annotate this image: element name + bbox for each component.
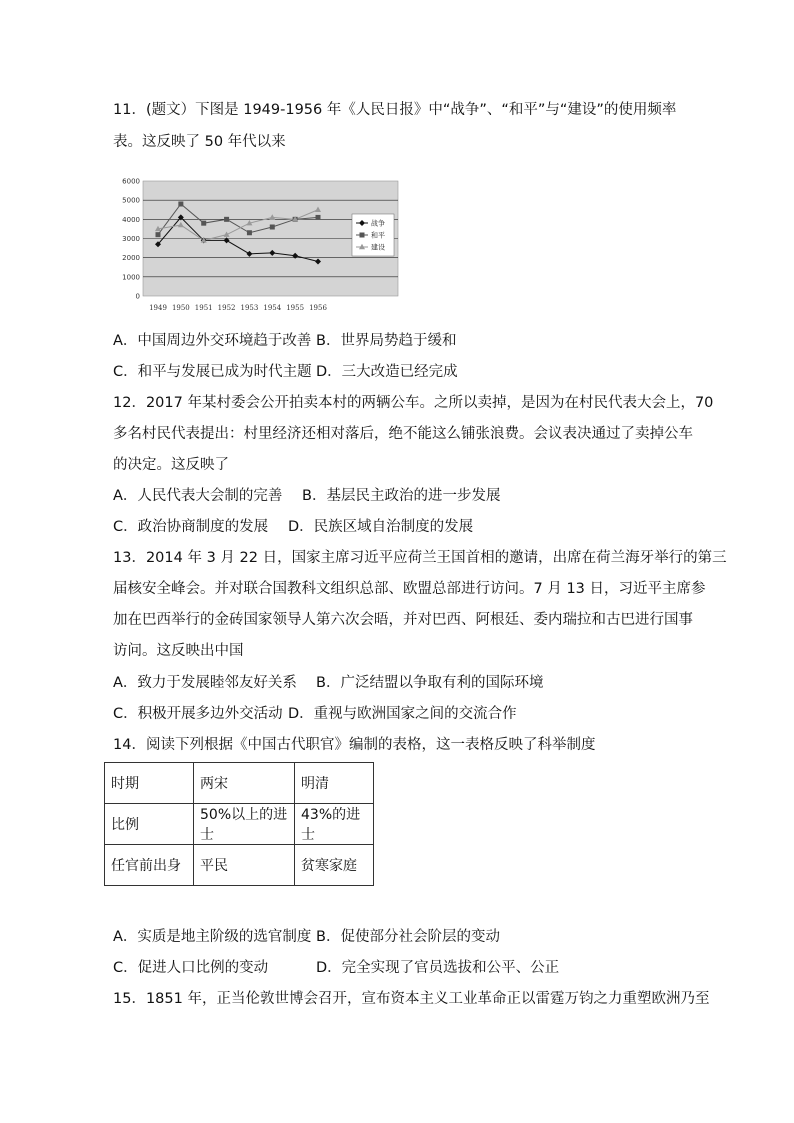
table-row (105, 763, 374, 804)
q14-option-d[interactable]: D．完全实现了官员选拔和公平、公正 (316, 960, 560, 976)
exam-table (104, 762, 374, 886)
table-cell: 任官前出身 (105, 845, 194, 886)
y-tick-labels (122, 178, 140, 301)
y-tick-label: 0 (135, 292, 140, 301)
q14-stem-line1: 14．阅读下列根据《中国古代职官》编制的表格，这一表格反映了科举制度 (113, 737, 596, 753)
table-cell: 明清 (295, 763, 374, 804)
table-cell: 平民 (194, 845, 295, 886)
q13-stem-line4: 访问。这反映出中国 (113, 643, 244, 659)
x-tick-label: 1955 (286, 304, 305, 312)
x-tick-labels (149, 304, 327, 312)
legend-label: 战争 (371, 219, 385, 228)
data-point (224, 217, 229, 222)
table-cell: 贫寒家庭 (295, 845, 374, 886)
q14-option-b[interactable]: B．促使部分社会阶层的变动 (316, 929, 500, 945)
legend-label: 和平 (371, 231, 385, 240)
data-point (247, 230, 252, 235)
q11-option-c[interactable]: C．和平与发展已成为时代主题 (113, 364, 312, 380)
frequency-line-chart (115, 174, 405, 314)
q13-option-c[interactable]: C．积极开展多边外交活动 (113, 706, 283, 722)
data-point (316, 215, 321, 220)
q11-option-d[interactable]: D．三大改造已经完成 (316, 364, 458, 380)
y-tick-label: 6000 (122, 177, 140, 186)
q11-option-a[interactable]: A．中国周边外交环境趋于改善 (113, 333, 312, 349)
table-row (105, 845, 374, 886)
q12-option-a[interactable]: A．人民代表大会制的完善 (113, 488, 283, 504)
q13-stem-line1: 13．2014 年 3 月 22 日，国家主席习近平应荷兰王国首相的邀请，出席在荷兰海牙举行的第三 (113, 550, 727, 566)
legend (352, 214, 394, 256)
y-tick-label: 1000 (122, 273, 140, 282)
q12-stem-line3: 的决定。这反映了 (113, 457, 229, 473)
q13-option-a[interactable]: A．致力于发展睦邻友好关系 (113, 675, 297, 691)
y-tick-label: 2000 (122, 254, 140, 263)
x-tick-label: 1950 (171, 304, 190, 312)
q14-option-a[interactable]: A．实质是地主阶级的选官制度 (113, 929, 312, 945)
data-point (360, 233, 365, 238)
x-tick-label: 1954 (263, 304, 282, 312)
legend-label: 建设 (371, 243, 385, 252)
x-tick-label: 1953 (240, 304, 259, 312)
q11-stem-line2: 表。这反映了 50 年代以来 (113, 134, 286, 150)
y-tick-label: 3000 (122, 235, 140, 243)
table-row (105, 804, 374, 845)
y-tick-label: 4000 (122, 215, 140, 224)
x-tick-label: 1952 (217, 304, 236, 312)
q15-stem-line1: 15．1851 年，正当伦敦世博会召开，宣布资本主义工业革命正以雷霆万钧之力重塑欧洲乃至 (113, 991, 710, 1007)
q13-option-d[interactable]: D．重视与欧洲国家之间的交流合作 (288, 706, 517, 722)
table-cell: 比例 (105, 804, 194, 845)
q12-stem-line1: 12．2017 年某村委会公开拍卖本村的两辆公车。之所以卖掉，是因为在村民代表大会上，70 (113, 395, 714, 411)
q12-option-c[interactable]: C．政治协商制度的发展 (113, 519, 269, 535)
q13-stem-line2: 届核安全峰会。并对联合国教科文组织总部、欧盟总部进行访问。7 月 13 日，习近平主席参 (113, 581, 706, 597)
x-tick-label: 1951 (194, 304, 213, 312)
table-cell: 两宋 (194, 763, 295, 804)
data-point (201, 221, 206, 226)
q12-option-d[interactable]: D．民族区域自治制度的发展 (288, 519, 474, 535)
q14-option-c[interactable]: C．促进人口比例的变动 (113, 960, 269, 976)
data-point (270, 225, 275, 230)
q12-stem-line2: 多名村民代表提出：村里经济还相对落后，绝不能这么铺张浪费。会议表决通过了卖掉公车 (113, 426, 693, 442)
q11-option-b[interactable]: B．世界局势趋于缓和 (316, 333, 457, 349)
x-tick-label: 1956 (309, 304, 327, 312)
q13-option-b[interactable]: B．广泛结盟以争取有利的国际环境 (316, 675, 544, 691)
q12-option-b[interactable]: B．基层民主政治的进一步发展 (302, 488, 501, 504)
table-cell: 50%以上的进士 (194, 804, 295, 845)
table-cell: 43%的进士 (295, 804, 374, 845)
data-point (156, 232, 161, 237)
x-tick-label: 1949 (149, 304, 167, 312)
table-cell: 时期 (105, 763, 194, 804)
y-tick-label: 5000 (122, 196, 140, 205)
data-point (178, 202, 183, 207)
q13-stem-line3: 加在巴西举行的金砖国家领导人第六次会晤，并对巴西、阿根廷、委内瑞拉和古巴进行国事 (113, 612, 693, 628)
q11-stem-line1: 11．(题文）下图是 1949-1956 年《人民日报》中“战争”、“和平”与“建设”的使用频率 (113, 102, 677, 118)
